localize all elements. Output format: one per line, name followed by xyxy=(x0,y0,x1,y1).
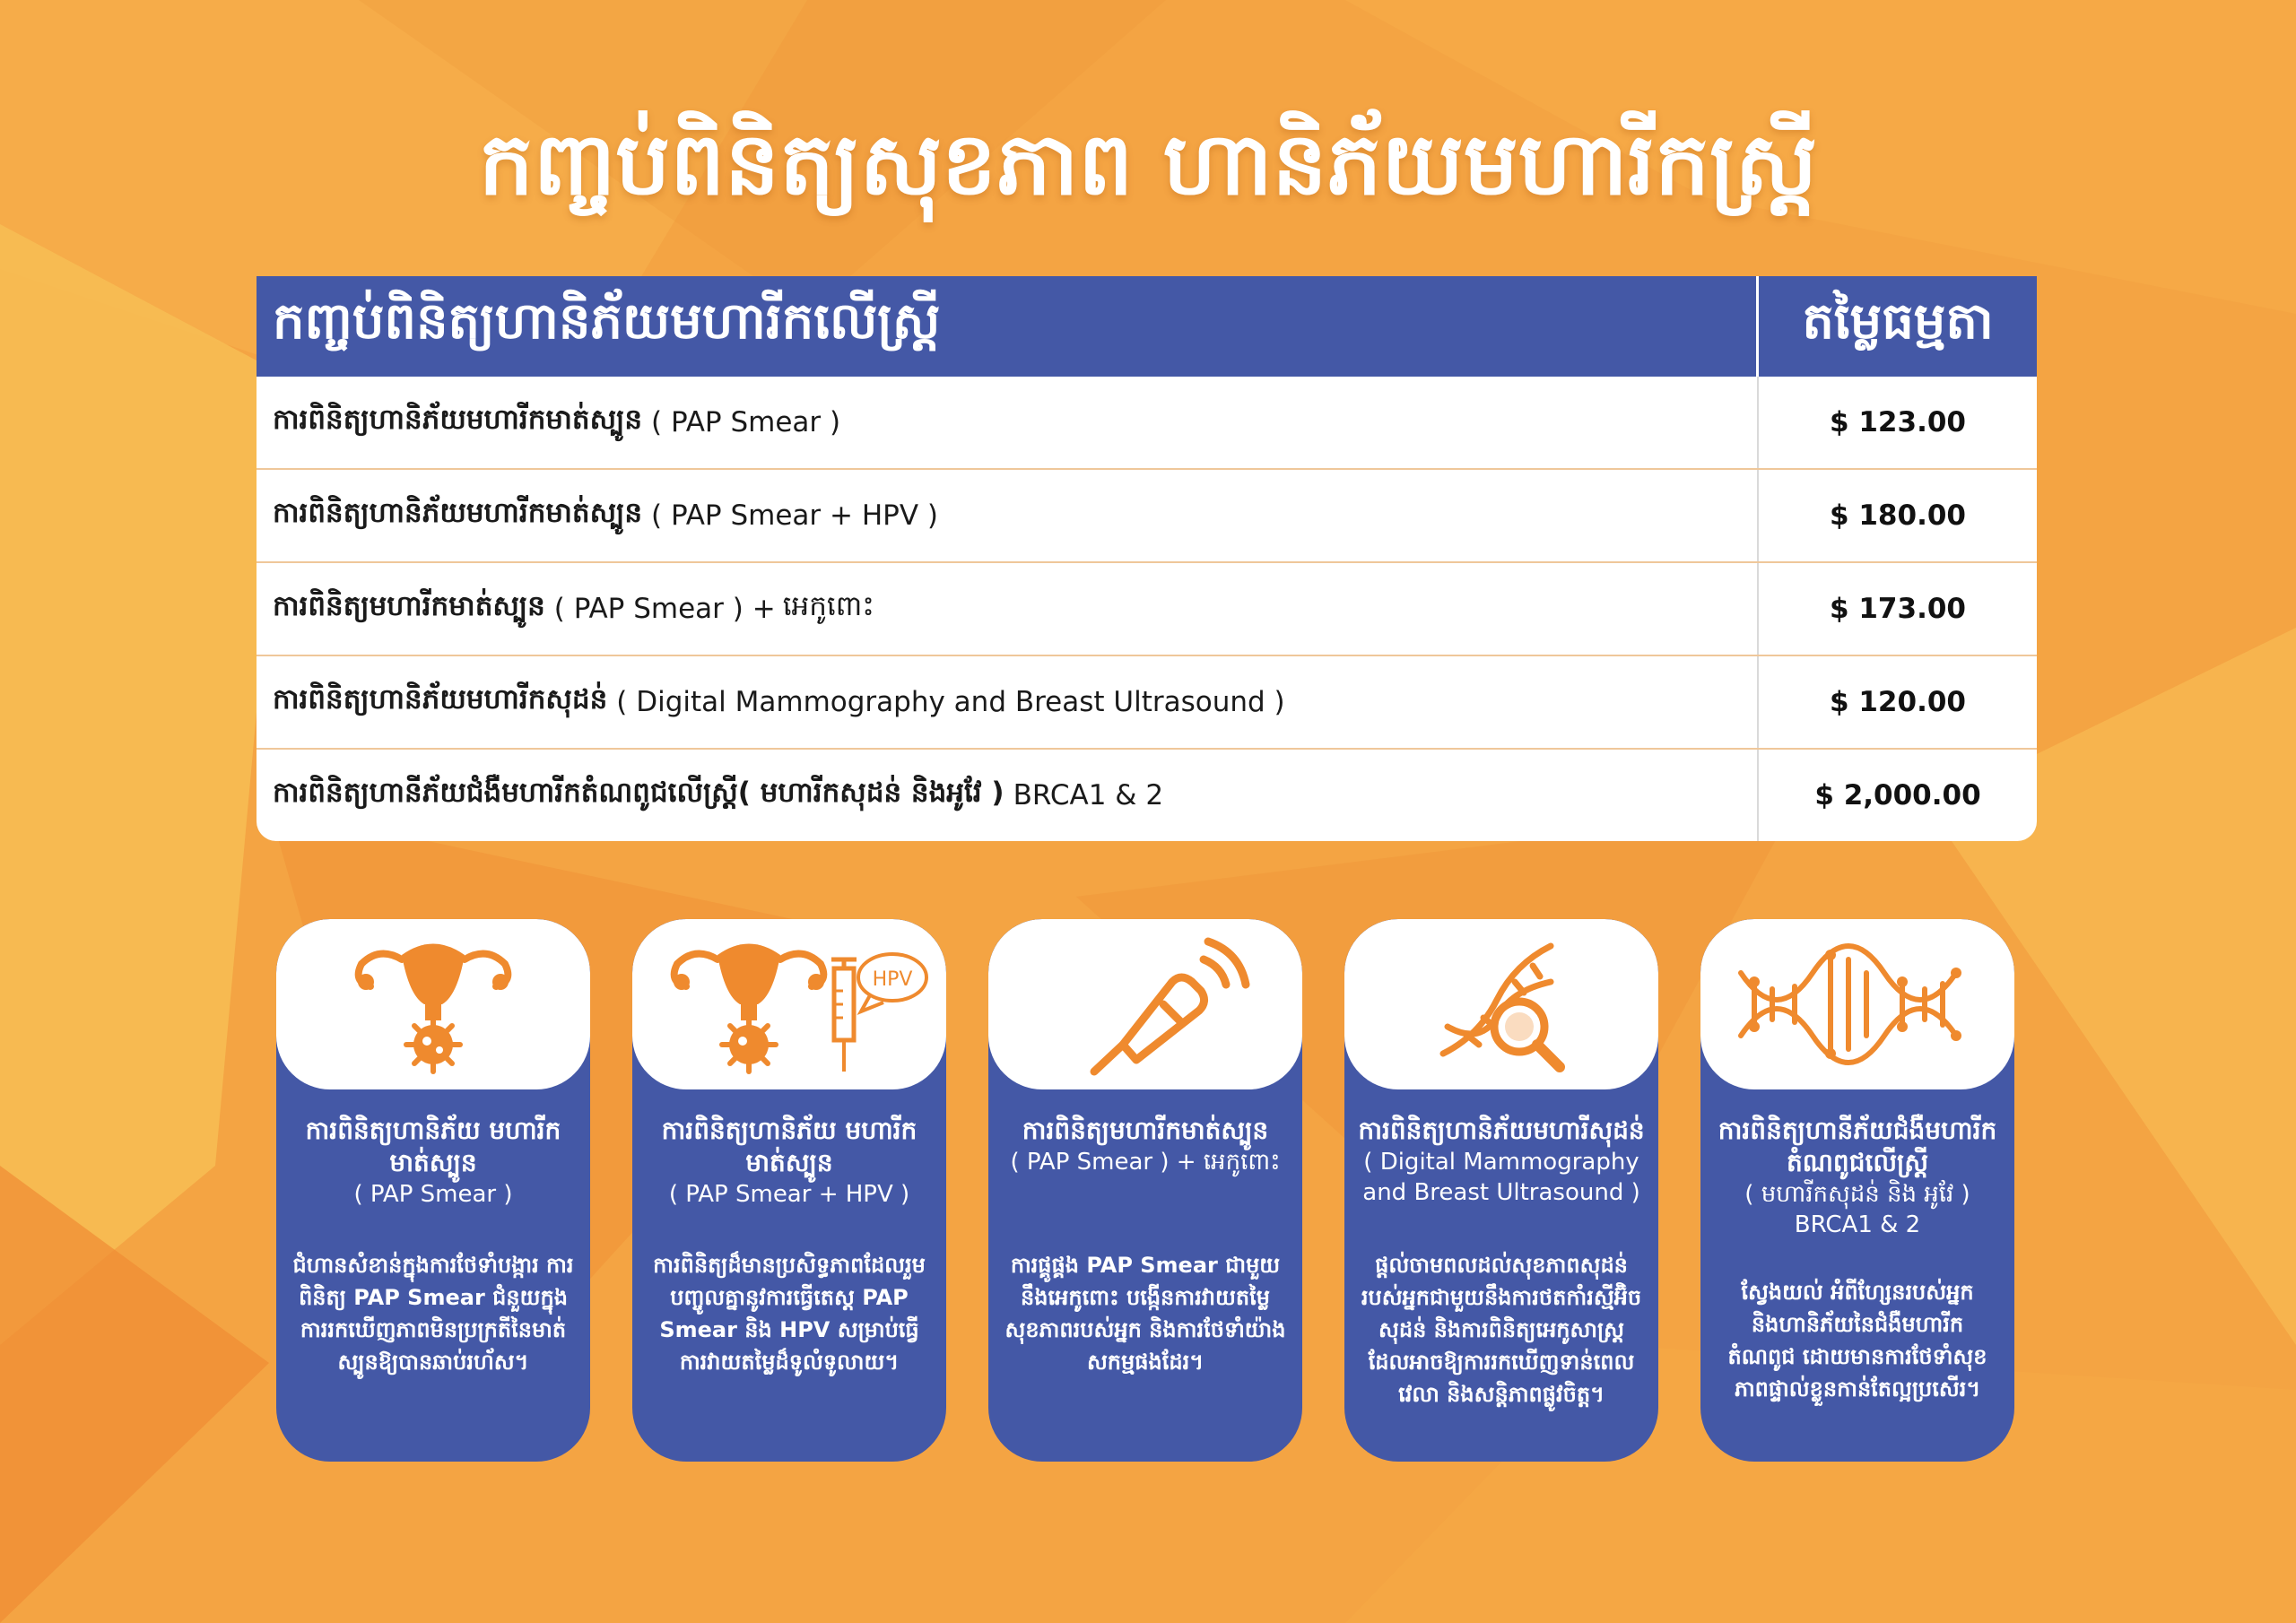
card-description: ការផ្គូផ្គង PAP Smear ជាមួយនឹងអេកូពោះ បង្កើនការវាយតម្លៃសុខភាពរបស់អ្នក និងការថែទាំយ៉ាងសកម្មផងដែរ។ xyxy=(1004,1253,1286,1375)
card-breast-mammography xyxy=(1344,919,1658,1462)
package-name-en: BRCA1 & 2 xyxy=(1013,779,1164,812)
card-title xyxy=(276,1115,590,1213)
table-row xyxy=(257,750,2037,841)
card-pap-smear-hpv xyxy=(632,919,946,1462)
page-title: កញ្ចប់ពិនិត្យសុខភាព ហានិភ័យមហារីកស្ត្រី xyxy=(478,114,1818,214)
card-icon-area xyxy=(1700,919,2014,1089)
card-title-kh: ការពិនិត្យហានិភ័យ មហារីកមាត់ស្បូន xyxy=(661,1115,918,1177)
package-name-kh: ការពិនិត្យមហារីកមាត់ស្បូន xyxy=(273,589,545,622)
card-description: ការពិនិត្យដ៏មានប្រសិទ្ធភាពដែលរួមបញ្ចូលគ្នានូវការធ្វើតេស្ត PAP Smear និង HPV សម្រាប់ធ្វើការវាយតម្លៃដ៏ទូលំទូលាយ។ xyxy=(653,1253,926,1375)
card-icon-area xyxy=(276,919,590,1089)
package-cards xyxy=(276,919,2016,1462)
price-table xyxy=(257,276,2037,841)
uterus-virus-icon xyxy=(276,919,590,1089)
card-title xyxy=(988,1115,1302,1213)
package-price: $ 2,000.00 xyxy=(1757,750,2037,841)
hpv-label: HPV xyxy=(872,968,913,991)
card-title-en: ( មហារីកសុដន់ និង អូវែ ) xyxy=(1744,1181,1970,1208)
card-title-en2: BRCA1 & 2 xyxy=(1794,1211,1921,1238)
card-title-en: ( PAP Smear + HPV ) xyxy=(668,1181,910,1208)
table-row xyxy=(257,563,2037,656)
package-name xyxy=(257,470,1757,561)
card-title xyxy=(1344,1115,1658,1213)
package-name-kh: ការពិនិត្យហានិភ័យមហារីកមាត់ស្បូន xyxy=(273,496,643,529)
card-title-en2: and Breast Ultrasound ) xyxy=(1362,1179,1640,1206)
card-icon-area xyxy=(988,919,1302,1089)
package-name xyxy=(257,563,1757,655)
card-title xyxy=(632,1115,946,1213)
card-icon-area xyxy=(1344,919,1658,1089)
table-row xyxy=(257,470,2037,563)
package-price: $ 120.00 xyxy=(1757,656,2037,748)
card-pap-smear xyxy=(276,919,590,1462)
table-body xyxy=(257,377,2037,841)
header-regular-price: តម្លៃធម្មតា xyxy=(1756,276,2037,377)
card-title-en: ( PAP Smear ) xyxy=(353,1181,513,1208)
package-name xyxy=(257,656,1757,748)
header-package-name: កញ្ចប់ពិនិត្យហានិភ័យមហារីកលើស្ត្រី xyxy=(273,292,941,351)
package-price: $ 180.00 xyxy=(1757,470,2037,561)
package-name-en: ( PAP Smear ) + xyxy=(553,593,776,625)
card-title-en: ( PAP Smear ) + អេកូពោះ xyxy=(1010,1149,1281,1176)
package-name-en: ( PAP Smear ) xyxy=(651,406,841,438)
card-title xyxy=(1700,1115,2014,1240)
package-name xyxy=(257,377,1757,468)
dna-magnifier-icon xyxy=(1344,919,1658,1089)
card-icon-area xyxy=(632,919,946,1089)
card-title-kh: ការពិនិត្យហានិភ័យមហារីសុដន់ xyxy=(1358,1115,1645,1145)
uterus-virus-syringe-hpv-icon xyxy=(632,919,946,1089)
card-description: ផ្តល់ចាមពលដល់សុខភាពសុដន់របស់អ្នកជាមួយនឹងការថតកាំរស្មីអ៊ិចសុដន់ និងការពិនិត្យអេកូសាស្ត្រ ដែលអាចឱ្យការរកឃើញទាន់ពេលវេលា និងសន្តិភាពផ្លូវចិត្ត។ xyxy=(1361,1253,1642,1407)
dna-helix-icon xyxy=(1700,919,2014,1089)
ultrasound-probe-icon xyxy=(988,919,1302,1089)
package-name-kh: ការពិនិត្យហានិភ័យមហារីកមាត់ស្បូន xyxy=(273,403,643,436)
package-name-en: ( PAP Smear + HPV ) xyxy=(651,499,938,532)
card-title-en: ( Digital Mammography xyxy=(1363,1149,1639,1176)
package-name-en: ( Digital Mammography and Breast Ultrasound ) xyxy=(616,686,1285,718)
package-name-extra: អេកូពោះ xyxy=(782,589,874,622)
card-description: ស្វែងយល់ អំពីហ្សែនរបស់អ្នក និងហានិភ័យនៃជំងឺមហារីក តំណពូជ ដោយមានការថែទាំសុខភាពផ្ទាល់ខ្លួនកាន់តែល្អប្រសើរ។ xyxy=(1727,1280,1987,1402)
table-header xyxy=(257,276,2037,377)
table-row xyxy=(257,377,2037,470)
card-brca-genetic xyxy=(1700,919,2014,1462)
package-name xyxy=(257,750,1757,841)
package-name-kh: ការពិនិត្យហានិភ័យមហារីកសុដន់ xyxy=(273,682,608,716)
card-description: ជំហានសំខាន់ក្នុងការថែទាំបង្ការ ការពិនិត្យ PAP Smear ជំនួយក្នុងការរកឃើញភាពមិនប្រក្រតីនៃមាត់ស្បូនឱ្យបានឆាប់រហ័ស។ xyxy=(292,1253,574,1375)
package-price: $ 123.00 xyxy=(1757,377,2037,468)
package-name-kh: ការពិនិត្យហានីភ័យជំងឺមហារីកតំណពូជលើស្ត្រី( មហារីកសុដន់ និងអូវែ ) xyxy=(273,776,1004,809)
card-title-kh: ការពិនិត្យមហារីកមាត់ស្បូន xyxy=(1022,1115,1269,1145)
table-row xyxy=(257,656,2037,750)
card-title-kh: ការពិនិត្យហានីភ័យជំងឺមហារីក តំណពូជលើស្ត្រី xyxy=(1718,1115,1997,1177)
card-title-kh: ការពិនិត្យហានិភ័យ មហារីកមាត់ស្បូន xyxy=(305,1115,561,1177)
package-price: $ 173.00 xyxy=(1757,563,2037,655)
card-pap-smear-ultrasound xyxy=(988,919,1302,1462)
